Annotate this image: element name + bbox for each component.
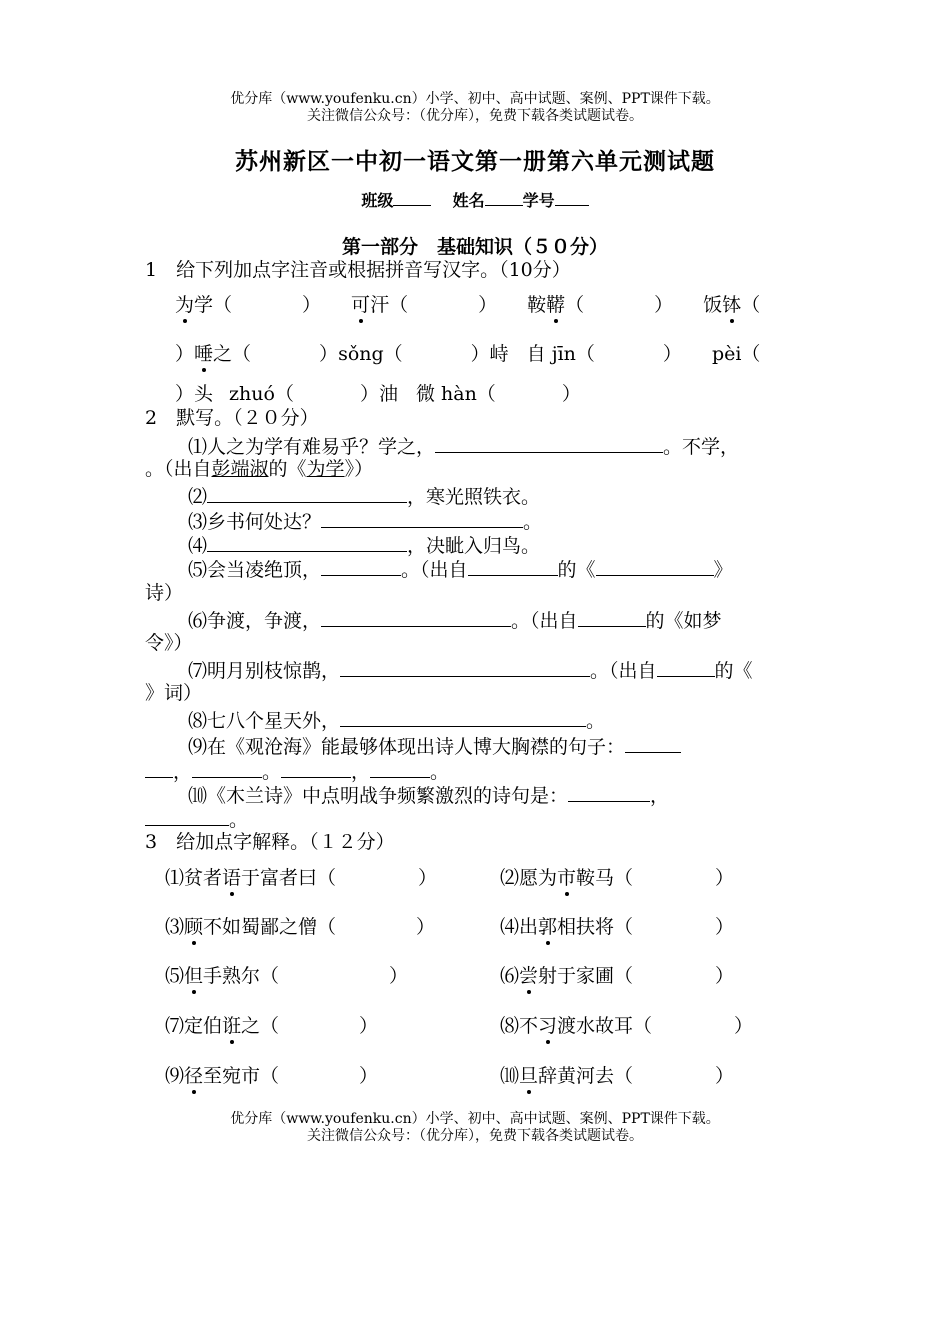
q3-item-9: ⑼径至宛市（ ）: [165, 1065, 379, 1087]
answer-blank[interactable]: [145, 758, 173, 778]
q2-line-10-cont: 。: [145, 806, 248, 832]
dotted-char: 顾: [184, 916, 204, 938]
footer-line-1: 优分库（www.youfenku.cn）小学、初中、高中试题、案例、PPT课件下载。: [230, 1111, 720, 1127]
name-label: 姓名: [452, 191, 485, 210]
dotted-char: 唾: [194, 343, 214, 365]
q2-line-6-cont: 令》）: [145, 632, 193, 654]
answer-blank[interactable]: [625, 733, 681, 753]
answer-blank[interactable]: [207, 532, 407, 552]
header-line-2: 关注微信公众号：（优分库），免费下载各类试题试卷。: [307, 108, 643, 124]
name-blank[interactable]: [485, 186, 523, 206]
dotted-char: 尝: [519, 965, 539, 987]
q2-line-5-cont: 诗）: [145, 582, 184, 604]
dotted-char: 但: [184, 965, 204, 987]
q3-item-3: ⑶顾不如蜀鄙之僧（ ）: [165, 916, 436, 938]
header-line-1: 优分库（www.youfenku.cn）小学、初中、高中试题、案例、PPT课件下载。: [230, 91, 720, 107]
q3-item-6: ⑹尝射于家圃（ ）: [500, 965, 735, 987]
dotted-char: 鞯: [546, 294, 566, 316]
q2-line-4: ⑷ ，决眦入归鸟。: [188, 532, 540, 558]
answer-blank[interactable]: [596, 556, 714, 576]
answer-blank[interactable]: [321, 508, 523, 528]
footer-line-2: 关注微信公众号：（优分库），免费下载各类试题试卷。: [307, 1128, 643, 1144]
q2-line-7: ⑺明月别枝惊鹊， 。（出自 的《: [188, 657, 753, 683]
student-info: [0, 186, 950, 211]
class-label: 班级: [361, 191, 394, 210]
q2-line-1-cont: 。（出自彭端淑的《为学》）: [145, 458, 374, 480]
q1-row-2: ）唾之（ ）sǒng（ ）峙 自 jīn（ ） pèi（: [175, 343, 761, 365]
answer-blank[interactable]: [192, 758, 262, 778]
dotted-char: 为: [175, 294, 195, 316]
q2-line-2: ⑵ ，寒光照铁衣。: [188, 483, 540, 509]
answer-blank[interactable]: [370, 758, 430, 778]
q2-line-9: ⑼在《观沧海》能最够体现出诗人博大胸襟的句子：: [188, 733, 681, 759]
answer-blank[interactable]: [568, 782, 650, 802]
dotted-char: 郭: [538, 916, 558, 938]
answer-blank[interactable]: [281, 758, 351, 778]
q3-item-10: ⑽旦辞黄河去（ ）: [500, 1065, 735, 1087]
q1-row-3: ）头 zhuó（ ）油 微 hàn（ ）: [175, 383, 581, 405]
dotted-char: 径: [184, 1065, 204, 1087]
answer-blank[interactable]: [435, 433, 663, 453]
q2-line-8: ⑻七八个星天外， 。: [188, 707, 605, 733]
q1-row-1: 为学（ ） 可汗（ ） 鞍鞯（ ） 饭钵（: [175, 294, 761, 316]
answer-blank[interactable]: [340, 657, 590, 677]
q2-line-3: ⑶乡书何处达？ 。: [188, 508, 542, 534]
q2-line-7-cont: 》词）: [145, 682, 203, 704]
q3-item-7: ⑺定伯诳之（ ）: [165, 1015, 379, 1037]
dotted-char: 市: [557, 867, 577, 889]
part-one-heading: 第一部分 基础知识（５０分）: [341, 236, 608, 258]
dotted-char: 旦: [519, 1065, 539, 1087]
id-blank[interactable]: [555, 186, 589, 206]
q2-heading: 2 默写。（２０分）: [145, 407, 319, 429]
answer-blank[interactable]: [578, 607, 646, 627]
q2-line-10: ⑽《木兰诗》中点明战争频繁激烈的诗句是： ，: [188, 782, 669, 808]
q3-heading: 3 给加点字解释。（１２分）: [145, 831, 395, 853]
q2-line-9-cont: ， 。 ， 。: [145, 758, 449, 784]
q3-item-8: ⑻不习渡水故耳（ ）: [500, 1015, 754, 1037]
q2-line-6: ⑹争渡，争渡， 。（出自 的《如梦: [188, 607, 722, 633]
q1-heading: 1 给下列加点字注音或根据拼音写汉字。（10分）: [145, 259, 571, 281]
page-title: 苏州新区一中初一语文第一册第六单元测试题: [235, 149, 715, 175]
answer-blank[interactable]: [145, 806, 229, 826]
dotted-char: 钵: [722, 294, 742, 316]
q3-item-1: ⑴贫者语于富者曰（ ）: [165, 867, 438, 889]
q3-item-5: ⑸但手熟尔（ ）: [165, 965, 409, 987]
answer-blank[interactable]: [468, 556, 558, 576]
q2-line-1: ⑴人之为学有难易乎？学之， 。不学，: [188, 433, 739, 459]
q3-item-2: ⑵愿为市鞍马（ ）: [500, 867, 735, 889]
answer-blank[interactable]: [207, 483, 407, 503]
id-label: 学号: [522, 191, 555, 210]
answer-blank[interactable]: [321, 607, 511, 627]
dotted-char: 习: [538, 1015, 558, 1037]
answer-blank[interactable]: [657, 657, 715, 677]
dotted-char: 诳: [222, 1015, 242, 1037]
q2-line-5: ⑸会当凌绝顶， 。（出自 的《 》: [188, 556, 733, 582]
dotted-char: 语: [222, 867, 242, 889]
class-blank[interactable]: [393, 186, 431, 206]
answer-blank[interactable]: [321, 556, 401, 576]
answer-blank[interactable]: [340, 707, 586, 727]
dotted-char: 可: [351, 294, 371, 316]
q3-item-4: ⑷出郭相扶将（ ）: [500, 916, 735, 938]
